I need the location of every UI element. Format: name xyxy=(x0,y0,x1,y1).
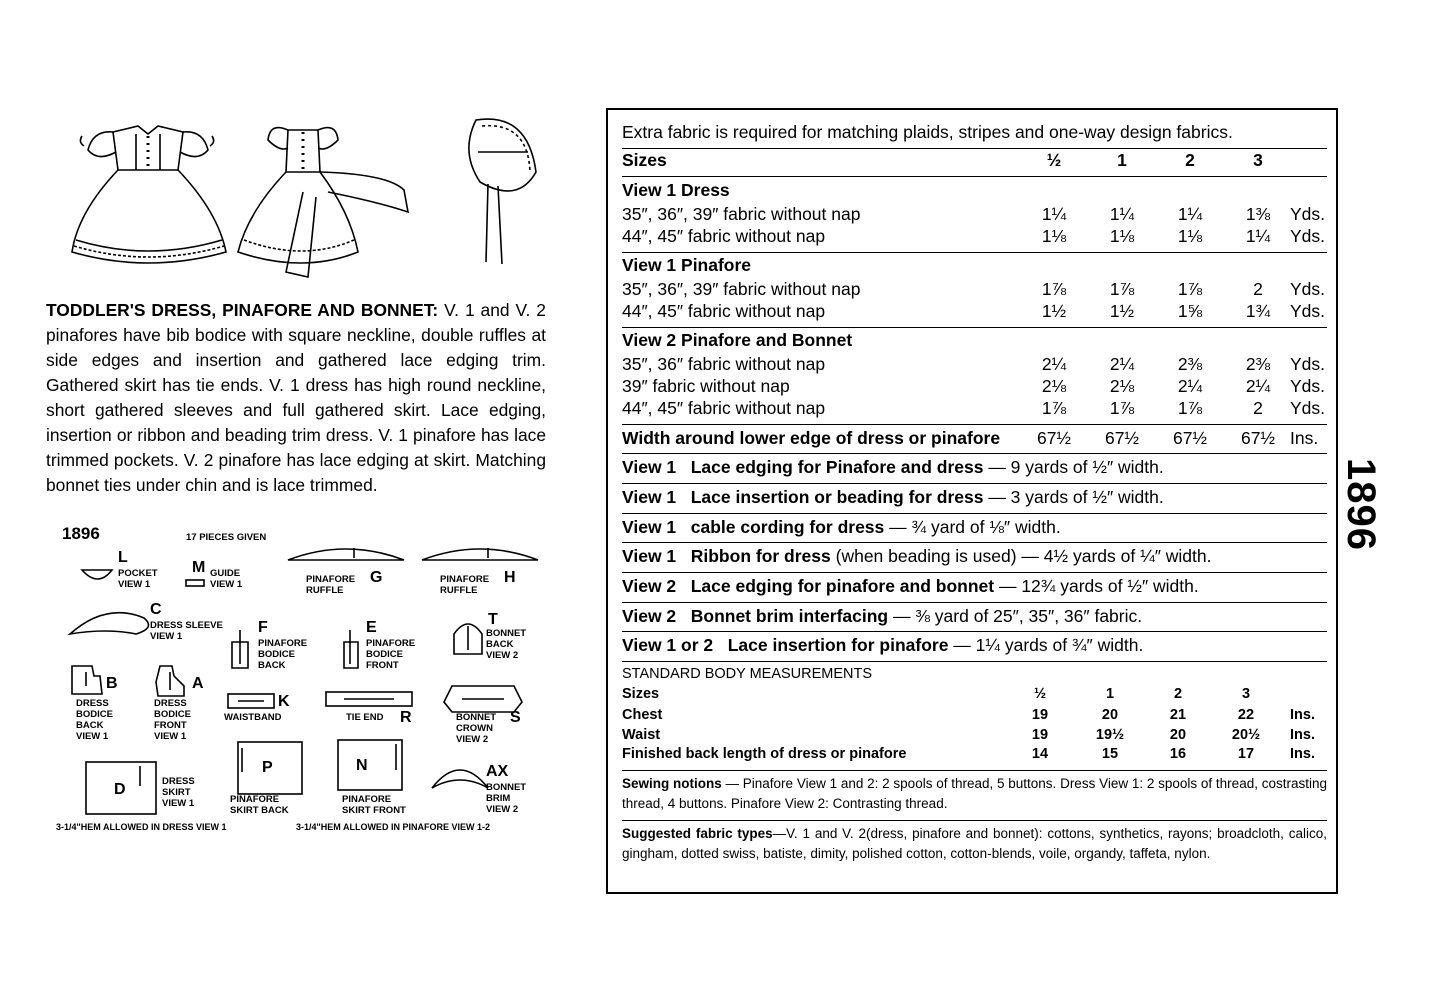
piece-label-G: PINAFORE RUFFLE xyxy=(306,574,356,596)
group-title: View 1 Dress xyxy=(622,180,730,200)
piece-label-F: PINAFORE BODICE BACK xyxy=(258,638,308,671)
cell: 1⅞ xyxy=(1177,398,1203,418)
piece-label-L: POCKET VIEW 1 xyxy=(118,568,158,590)
row-label: Chest xyxy=(622,707,663,723)
piece-label-R: TIE END xyxy=(346,712,384,723)
piece-letter-L: L xyxy=(118,549,128,566)
cell: 22 xyxy=(1237,707,1255,723)
cell: 1⅛ xyxy=(1041,226,1067,246)
cell: 1⅛ xyxy=(1109,226,1135,246)
piece-label-N: PINAFORE SKIRT FRONT xyxy=(342,794,406,816)
piece-label-K: WAISTBAND xyxy=(224,712,282,723)
cell: 1⅞ xyxy=(1109,279,1135,299)
pattern-pieces-diagram xyxy=(56,526,546,846)
cell: 20 xyxy=(1169,727,1187,743)
yardage-chart xyxy=(606,108,1338,894)
sewing-notions xyxy=(622,774,1327,814)
piece-label-A: DRESS BODICE FRONT VIEW 1 xyxy=(154,698,191,742)
row-label: Sizes xyxy=(622,686,660,702)
cell: 20½ xyxy=(1231,727,1261,743)
row-label: Finished back length of dress or pinafore xyxy=(622,746,907,762)
cell: 67½ xyxy=(1104,428,1140,448)
size-col: ½ xyxy=(1046,150,1062,170)
cell: 20 xyxy=(1101,707,1119,723)
unit: Yds. xyxy=(1290,226,1326,246)
cell: 2¼ xyxy=(1177,376,1203,396)
notion-row xyxy=(622,606,1327,627)
notion-title: View 1 Lace insertion or beading for dress xyxy=(622,487,984,507)
row-label: 35″, 36″ fabric without nap xyxy=(622,354,826,374)
cell: 15 xyxy=(1101,746,1119,762)
notion-row xyxy=(622,546,1327,567)
sizes-label: Sizes xyxy=(622,150,667,170)
row-label: 44″, 45″ fabric without nap xyxy=(622,301,826,321)
piece-label-B: DRESS BODICE BACK VIEW 1 xyxy=(76,698,113,742)
notion-row xyxy=(622,457,1327,478)
cell: 1¼ xyxy=(1245,226,1271,246)
group-title: View 2 Pinafore and Bonnet xyxy=(622,330,853,350)
sewing-notions-label: Sewing notions xyxy=(622,776,722,791)
cell: 21 xyxy=(1169,707,1187,723)
notion-title: View 1 Lace edging for Pinafore and dress xyxy=(622,457,984,477)
piece-letter-C: C xyxy=(150,601,162,618)
notion-row xyxy=(622,576,1327,597)
cell: 1⅞ xyxy=(1109,398,1135,418)
cell: 1⅝ xyxy=(1177,301,1203,321)
size-col: 1 xyxy=(1117,150,1127,170)
cell: 19½ xyxy=(1095,727,1125,743)
cell: 1¼ xyxy=(1177,204,1203,224)
row-label: 35″, 36″, 39″ fabric without nap xyxy=(622,279,861,299)
piece-letter-P: P xyxy=(262,759,273,776)
sizes-header-row xyxy=(622,150,1327,171)
row-label: Waist xyxy=(622,727,661,743)
yardage-row xyxy=(622,301,1327,322)
width-row xyxy=(622,428,1327,449)
yardage-row xyxy=(622,398,1327,419)
piece-letter-R: R xyxy=(400,709,412,726)
cell: 2¼ xyxy=(1041,354,1067,374)
description-body: V. 1 and V. 2 pinafores have bib bodice with square neckline, double ruffles at side edges and insertion and gathered lace edging trim. Gathered skirt has tie ends. V. 1 dress has high round neckline, short gathered sleeves and full gathered skirt. Lace edging, insertion or ribbon and beading trim dress. V. 1 pinafore has lace trimmed pockets. V. 2 pinafore has lace edging at skirt. Matching bonnet ties under chin and is lace trimmed. xyxy=(46,300,546,495)
piece-label-H: PINAFORE RUFFLE xyxy=(440,574,490,596)
fabric-label: Suggested fabric types xyxy=(622,826,773,841)
cell: 1⅛ xyxy=(1177,226,1203,246)
unit: Yds. xyxy=(1290,204,1326,224)
pieces-count: 17 PIECES GIVEN xyxy=(186,532,267,543)
notion-detail: — 3 yards of ½″ width. xyxy=(983,487,1164,507)
cell: 1½ xyxy=(1109,301,1135,321)
cell: 1¾ xyxy=(1245,301,1271,321)
unit: Ins. xyxy=(1290,727,1315,743)
piece-letter-H: H xyxy=(504,569,516,586)
notion-detail: — 12¾ yards of ½″ width. xyxy=(994,576,1199,596)
pattern-description xyxy=(46,298,546,498)
garment-illustrations xyxy=(58,112,538,282)
cell: 19 xyxy=(1031,707,1049,723)
piece-label-D: DRESS SKIRT VIEW 1 xyxy=(162,776,195,809)
yardage-row xyxy=(622,279,1327,300)
piece-label-M: GUIDE VIEW 1 xyxy=(210,568,243,590)
piece-letter-N: N xyxy=(356,757,368,774)
bm-sizes-row xyxy=(622,686,1327,702)
cell: 1⅞ xyxy=(1041,398,1067,418)
pattern-number-small: 1896 xyxy=(62,524,100,543)
notion-title: View 1 cable cording for dress xyxy=(622,517,885,537)
notion-row xyxy=(622,487,1327,508)
piece-letter-S: S xyxy=(510,709,521,726)
cell: 2⅛ xyxy=(1109,376,1135,396)
cell: 14 xyxy=(1031,746,1049,762)
piece-label-S: BONNET CROWN VIEW 2 xyxy=(456,712,497,745)
row-label: 39″ fabric without nap xyxy=(622,376,790,396)
cell: 17 xyxy=(1237,746,1255,762)
bm-row xyxy=(622,707,1327,723)
row-label: 44″, 45″ fabric without nap xyxy=(622,226,826,246)
suggested-fabrics xyxy=(622,824,1327,864)
row-label: 35″, 36″, 39″ fabric without nap xyxy=(622,204,861,224)
cell: 2⅛ xyxy=(1041,376,1067,396)
piece-label-E: PINAFORE BODICE FRONT xyxy=(366,638,416,671)
piece-letter-K: K xyxy=(278,693,290,710)
yardage-row xyxy=(622,354,1327,375)
cell: 1⅞ xyxy=(1041,279,1067,299)
cell: 2¼ xyxy=(1109,354,1135,374)
piece-letter-B: B xyxy=(106,675,118,692)
cell: ½ xyxy=(1033,686,1047,702)
cell: 1⅜ xyxy=(1245,204,1271,224)
cell: 67½ xyxy=(1240,428,1276,448)
yardage-row xyxy=(622,226,1327,247)
side-pattern-number-text: 1896 xyxy=(1339,458,1383,551)
cell: 1⅞ xyxy=(1177,279,1203,299)
cell: 2 xyxy=(1173,686,1183,702)
cell: 67½ xyxy=(1036,428,1072,448)
row-label: Width around lower edge of dress or pinafore xyxy=(622,428,1001,448)
piece-letter-T: T xyxy=(488,611,498,628)
cell: 1¼ xyxy=(1041,204,1067,224)
cell: 2⅜ xyxy=(1177,354,1203,374)
piece-label-T: BONNET BACK VIEW 2 xyxy=(486,628,527,661)
cell: 2¼ xyxy=(1245,376,1271,396)
notion-title: View 2 Lace edging for pinafore and bonnet xyxy=(622,576,995,596)
cell: 1½ xyxy=(1041,301,1067,321)
size-col: 3 xyxy=(1253,150,1263,170)
cell: 3 xyxy=(1241,686,1251,702)
cell: 67½ xyxy=(1172,428,1208,448)
bonnet-illustration xyxy=(469,119,536,264)
dress-illustration xyxy=(72,126,226,263)
piece-label-AX: BONNET BRIM VIEW 2 xyxy=(486,782,527,815)
unit: Ins. xyxy=(1290,746,1315,762)
notion-title: View 2 Bonnet brim interfacing xyxy=(622,606,889,626)
piece-letter-A: A xyxy=(192,675,204,692)
cell: 2 xyxy=(1253,279,1263,299)
hem-note-dress: 3-1/4"HEM ALLOWED IN DRESS VIEW 1 xyxy=(56,822,227,832)
notion-detail: — 9 yards of ½″ width. xyxy=(983,457,1164,477)
notion-detail: (when beading is used) — 4½ yards of ¼″ width. xyxy=(830,546,1212,566)
yardage-row xyxy=(622,376,1327,397)
notion-detail: — 1¼ yards of ¾″ width. xyxy=(948,635,1144,655)
row-label: 44″, 45″ fabric without nap xyxy=(622,398,826,418)
cell: 16 xyxy=(1169,746,1187,762)
yardage-row xyxy=(622,204,1327,225)
unit: Yds. xyxy=(1290,376,1326,396)
notion-row xyxy=(622,517,1327,538)
notion-title: View 1 Ribbon for dress xyxy=(622,546,831,566)
piece-letter-G: G xyxy=(370,569,383,586)
piece-label-C: DRESS SLEEVE VIEW 1 xyxy=(150,620,223,642)
piece-letter-AX: AX xyxy=(486,763,509,780)
sewing-notions-text: — Pinafore View 1 and 2: 2 spools of thread, 5 buttons. Dress View 1: 2 spools of thread, costrasting thread, 4 buttons. Pinafore View 2: Contrasting thread. xyxy=(622,776,1327,811)
notion-title: View 1 or 2 Lace insertion for pinafore xyxy=(622,635,949,655)
size-col: 2 xyxy=(1185,150,1195,170)
unit: Yds. xyxy=(1290,398,1326,418)
bm-row xyxy=(622,727,1327,743)
notion-detail: — ¾ yard of ⅛″ width. xyxy=(884,517,1061,537)
unit: Yds. xyxy=(1290,279,1326,299)
notion-row xyxy=(622,635,1327,656)
side-pattern-number xyxy=(1337,458,1387,558)
cell: 1 xyxy=(1105,686,1115,702)
pinafore-illustration xyxy=(238,128,408,277)
cell: 19 xyxy=(1031,727,1049,743)
piece-letter-E: E xyxy=(366,619,377,636)
body-measurements-title: STANDARD BODY MEASUREMENTS xyxy=(622,666,873,682)
piece-letter-D: D xyxy=(114,781,126,798)
unit: Yds. xyxy=(1290,301,1326,321)
cell: 2 xyxy=(1253,398,1263,418)
description-title: TODDLER'S DRESS, PINAFORE AND BONNET: xyxy=(46,300,439,320)
cell: 1¼ xyxy=(1109,204,1135,224)
notion-detail: — ⅜ yard of 25″, 35″, 36″ fabric. xyxy=(888,606,1143,626)
cell: 2⅜ xyxy=(1245,354,1271,374)
piece-label-P: PINAFORE SKIRT BACK xyxy=(230,794,289,816)
chart-note: Extra fabric is required for matching plaids, stripes and one-way design fabrics. xyxy=(622,122,1233,142)
hem-note-pinafore: 3-1/4"HEM ALLOWED IN PINAFORE VIEW 1-2 xyxy=(296,822,490,832)
bm-row xyxy=(622,746,1327,762)
piece-letter-M: M xyxy=(192,559,206,576)
group-title: View 1 Pinafore xyxy=(622,255,752,275)
unit: Ins. xyxy=(1290,707,1315,723)
unit: Ins. xyxy=(1290,428,1319,448)
unit: Yds. xyxy=(1290,354,1326,374)
fabric-text: —V. 1 and V. 2(dress, pinafore and bonnet): cottons, synthetics, rayons; broadcloth, calico, gingham, dotted swiss, batiste, dimity, polished cotton, cotton-blends, voile, organdy, taffeta, nylon. xyxy=(622,826,1327,861)
piece-letter-F: F xyxy=(258,619,268,636)
